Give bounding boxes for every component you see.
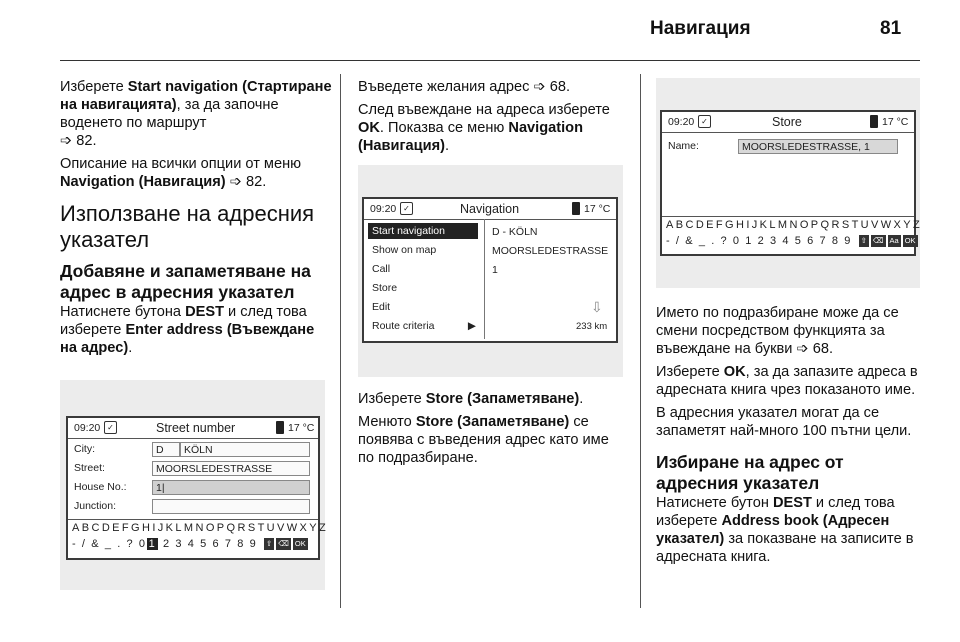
menu-item-edit[interactable]: Edit bbox=[372, 301, 391, 313]
name-label: Name: bbox=[668, 140, 699, 152]
case-key[interactable]: Aa bbox=[889, 236, 899, 246]
display-navigation bbox=[362, 197, 618, 343]
screen-title: Store bbox=[772, 115, 802, 129]
screenshot-store bbox=[656, 78, 923, 288]
header-divider bbox=[60, 60, 920, 61]
page-header-title: Навигация bbox=[650, 18, 751, 39]
paragraph-store-menu: Менюто Store (Запаметяване) се появява с въведения адрес като име по подразбиране. bbox=[358, 414, 609, 466]
section-heading: Използване на адресния указател bbox=[60, 201, 315, 252]
paragraph-select-ok: Изберете OK, за да запазите адреса в адресната книга чрез показаното име. bbox=[656, 364, 918, 398]
ui-term: Navigation (Навигация) bbox=[358, 120, 584, 154]
clock: 09:20 bbox=[668, 116, 695, 128]
keyboard-divider bbox=[68, 519, 318, 520]
phone-icon bbox=[870, 115, 878, 128]
navigation-status-icon: ✓ bbox=[104, 421, 117, 434]
country-field[interactable]: D bbox=[152, 442, 180, 457]
menu-item-start-navigation[interactable]: Start navigation bbox=[368, 223, 478, 239]
column-2-lower bbox=[358, 390, 628, 472]
ok-key[interactable]: OK bbox=[904, 236, 916, 246]
name-field[interactable]: MOORSLEDESTRASSE, 1 bbox=[738, 139, 898, 154]
ui-term: DEST bbox=[772, 495, 812, 511]
screen-title: Navigation bbox=[460, 202, 520, 216]
phone-icon bbox=[572, 202, 580, 215]
junction-label: Junction: bbox=[74, 500, 117, 512]
paragraph-start-navigation: Изберете Start navigation (Стартиране на навигацията), за да започне воденето по маршрут ➩ 82. bbox=[60, 79, 332, 149]
paragraph-after-entry: След въвеждане на адреса изберете OK. Показва се меню Navigation (Навигация). bbox=[358, 102, 610, 154]
junction-field[interactable] bbox=[152, 499, 310, 514]
status-bar bbox=[364, 199, 616, 220]
screenshot-navigation-menu bbox=[358, 165, 623, 377]
keyboard-letters[interactable]: ABCDEFGHIJKLMNOPQRSTUVWXYZ bbox=[666, 219, 923, 231]
display-street-number bbox=[66, 416, 329, 560]
distance: 233 km bbox=[576, 321, 608, 332]
destination-city: D - KÖLN bbox=[492, 226, 538, 238]
ui-term: Address book (Адресен указател) bbox=[656, 513, 890, 547]
paragraph-options-description: Описание на всички опции от меню Navigation (Навигация) ➩ 82. bbox=[60, 156, 302, 190]
page-reference: ➩ 82. bbox=[225, 174, 267, 190]
clock: 09:20 bbox=[370, 203, 397, 215]
ui-term: OK bbox=[358, 120, 380, 136]
status-bar bbox=[68, 418, 318, 439]
ui-term: Enter address (Въвеждане на адрес) bbox=[60, 322, 315, 356]
delete-icon[interactable]: ⌫ bbox=[278, 539, 289, 549]
temperature: 17 °C bbox=[288, 422, 315, 434]
screenshot-street-number bbox=[60, 380, 329, 590]
subsection-heading: Добавяне и запаметяване на адрес в адресния указател bbox=[60, 261, 311, 302]
status-bar bbox=[662, 112, 914, 133]
temperature: 17 °C bbox=[882, 116, 909, 128]
shift-icon[interactable]: ⇧ bbox=[265, 539, 273, 549]
menu-item-route-criteria[interactable]: Route criteria ▶ bbox=[372, 320, 476, 332]
menu-item-call[interactable]: Call bbox=[372, 263, 391, 275]
keyboard-symbols[interactable]: - / & _ . ? 0 1 2 3 4 5 6 7 8 9 ⇧ ⌫ Aa OK bbox=[666, 235, 916, 247]
display-store bbox=[660, 110, 923, 256]
ok-key[interactable]: OK bbox=[294, 539, 306, 549]
paragraph-address-book: Натиснете бутон DEST и след това изберете Address book (Адресен указател) за показване на записите в адресната книга. bbox=[656, 495, 914, 565]
menu-item-show-on-map[interactable]: Show on map bbox=[372, 244, 437, 256]
navigation-status-icon: ✓ bbox=[400, 202, 413, 215]
column-divider-1 bbox=[340, 74, 341, 608]
page-number: 81 bbox=[880, 18, 902, 39]
city-field[interactable]: KÖLN bbox=[180, 442, 310, 457]
paragraph-max-destinations: В адресния указател могат да се запаметят най-много 100 пътни цели. bbox=[656, 405, 912, 439]
ui-term: Start navigation (Стартиране на навигацията) bbox=[60, 79, 332, 113]
subsection-heading: Избиране на адрес от адресния указател bbox=[656, 452, 844, 493]
destination-street: MOORSLEDESTRASSE bbox=[492, 245, 609, 257]
ui-term: Navigation (Навигация) bbox=[60, 174, 226, 190]
selected-key[interactable]: 1 bbox=[148, 538, 157, 550]
column-2 bbox=[358, 78, 628, 160]
paragraph-enter-address-ref: Въведете желания адрес ➩ 68. bbox=[358, 79, 571, 95]
column-3 bbox=[656, 304, 924, 571]
keyboard-symbols[interactable]: - / & _ . ? 0 1 2 3 4 5 6 7 8 9 ⇧ ⌫ OK bbox=[72, 538, 306, 550]
ui-term: Store (Запаметяване) bbox=[425, 391, 580, 407]
menu-item-store[interactable]: Store bbox=[372, 282, 398, 294]
street-field[interactable]: MOORSLEDESTRASSE bbox=[152, 461, 310, 476]
column-divider-2 bbox=[640, 74, 641, 608]
arrow-down-icon: ⇩ bbox=[591, 299, 603, 315]
column-1 bbox=[60, 78, 332, 362]
city-label: City: bbox=[74, 443, 95, 455]
house-number-field[interactable]: 1| bbox=[152, 480, 310, 495]
destination-number: 1 bbox=[492, 264, 498, 276]
delete-icon[interactable]: ⌫ bbox=[872, 236, 884, 246]
menu-divider bbox=[484, 219, 485, 339]
temperature: 17 °C bbox=[584, 203, 611, 215]
ui-term: DEST bbox=[185, 304, 224, 320]
arrow-right-icon: ▶ bbox=[467, 320, 476, 332]
page-reference: ➩ 82. bbox=[60, 133, 97, 149]
ui-term: OK bbox=[723, 364, 746, 380]
clock: 09:20 bbox=[74, 422, 101, 434]
ui-term: Store (Запаметяване) bbox=[415, 414, 570, 430]
screen-title: Street number bbox=[156, 421, 236, 435]
keyboard-letters[interactable]: ABCDEFGHIJKLMNOPQRSTUVWXYZ bbox=[72, 522, 329, 534]
paragraph-select-store: Изберете Store (Запаметяване). bbox=[358, 391, 584, 407]
house-number-label: House No.: bbox=[74, 481, 127, 493]
shift-icon[interactable]: ⇧ bbox=[860, 236, 867, 246]
paragraph-rename: Името по подразбиране може да се смени посредством функцията за въвеждане на букви ➩ 68. bbox=[656, 305, 899, 357]
phone-icon bbox=[276, 421, 284, 434]
keyboard-divider bbox=[662, 216, 914, 217]
navigation-status-icon: ✓ bbox=[698, 115, 711, 128]
paragraph-enter-address: Натиснете бутона DEST и след това изберете Enter address (Въвеждане на адрес). bbox=[60, 304, 315, 356]
street-label: Street: bbox=[74, 462, 105, 474]
